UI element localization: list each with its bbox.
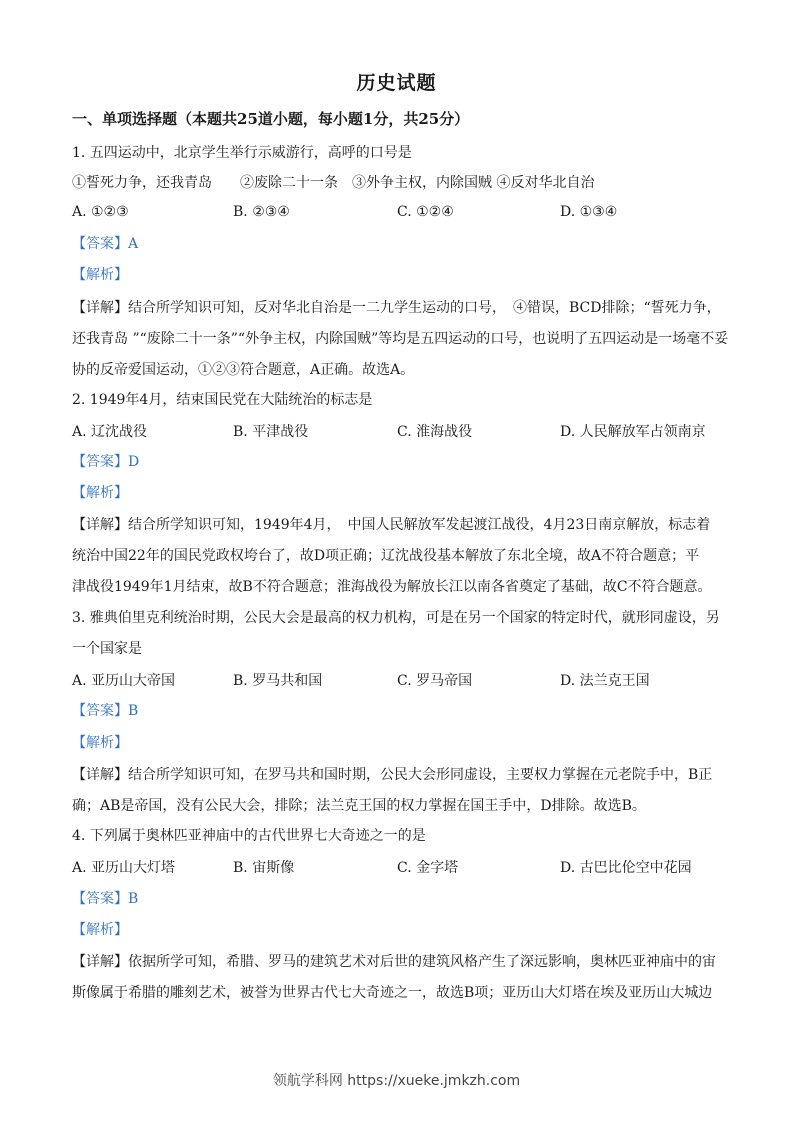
answer-text: 【答案】B (72, 703, 139, 719)
question-1-analysis: 【解析】 (72, 267, 128, 283)
question-3-stem-2: 一个国家是 (72, 641, 142, 657)
question-2-answer (72, 452, 722, 472)
option-c: C. ①②④ (397, 204, 454, 220)
question-3-stem-1: 3. 雅典伯里克利统治时期，公民大会是最高的权力机构，可是在另一个国家的特定时代，就形同虚设，另 (72, 610, 720, 626)
question-1-detail-2: 还我青岛 ”“废除二十一条”“外争主权，内除国贼”等均是五四运动的口号，也说明了五四运动是一场毫不妥 (72, 331, 729, 347)
question-1-items: ①誓死力争，还我青岛 ②废除二十一条 ③外争主权，内除国贼 ④反对华北自治 (72, 175, 595, 191)
question-1-options (72, 204, 722, 224)
question-2-stem: 2. 1949年4月，结束国民党在大陆统治的标志是 (72, 392, 373, 408)
question-4-detail-2: 斯像属于希腊的雕刻艺术，被誉为世界古代七大奇迹之一，故选B项；亚历山大灯塔在埃及亚历山大城边 (72, 985, 713, 1001)
question-1-detail-3: 协的反帝爱国运动，①②③符合题意，A正确。故选A。 (72, 362, 415, 378)
question-4-analysis: 【解析】 (72, 922, 128, 938)
option-b: B. 宙斯像 (233, 860, 295, 876)
option-d: D. ①③④ (560, 204, 618, 220)
question-1-detail-1: 【详解】结合所学知识可知，反对华北自治是一二九学生运动的口号， ④错误，BCD排除；“誓死力争， (72, 300, 721, 316)
question-3-answer (72, 701, 722, 721)
question-4-detail-1: 【详解】依据所学可知，希腊、罗马的建筑艺术对后世的建筑风格产生了深远影响，奥林匹亚神庙中的宙 (72, 954, 716, 970)
option-a: A. 亚历山大灯塔 (72, 860, 176, 876)
option-d: D. 人民解放军占领南京 (560, 424, 706, 440)
option-a: A. 亚历山大帝国 (72, 673, 176, 689)
option-c: C. 淮海战役 (397, 424, 473, 440)
question-2-analysis: 【解析】 (72, 485, 128, 501)
question-1-stem: 1. 五四运动中，北京学生举行示威游行，高呼的口号是 (72, 145, 412, 161)
option-a: A. 辽沈战役 (72, 424, 148, 440)
option-d: D. 古巴比伦空中花园 (560, 860, 692, 876)
answer-text: 【答案】A (72, 236, 139, 252)
question-1-answer (72, 234, 722, 254)
question-4-answer (72, 889, 722, 909)
question-2-options (72, 421, 722, 441)
option-b: B. ②③④ (233, 204, 290, 220)
option-a: A. ①②③ (72, 204, 129, 220)
question-4-stem: 4. 下列属于奥林匹亚神庙中的古代世界七大奇迹之一的是 (72, 828, 426, 844)
option-c: C. 罗马帝国 (397, 673, 473, 689)
option-d: D. 法兰克王国 (560, 673, 650, 689)
section-heading: 一、单项选择题（本题共25道小题，每小题1分，共25分） (72, 110, 470, 128)
question-3-detail-1: 【详解】结合所学知识可知，在罗马共和国时期，公民大会形同虚设，主要权力掌握在元老院手中，B正 (72, 767, 713, 783)
question-3-detail-2: 确；AB是帝国，没有公民大会，排除；法兰克王国的权力掌握在国王手中，D排除。故选B。 (72, 798, 646, 814)
question-2-detail-2: 统治中国22年的国民党政权垮台了，故D项正确；辽沈战役基本解放了东北全境，故A不符合题意；平 (72, 548, 700, 564)
option-b: B. 平津战役 (233, 424, 309, 440)
question-4-options (72, 857, 722, 877)
question-2-detail-3: 津战役1949年1月结束，故B不符合题意；淮海战役为解放长江以南各省奠定了基础，故C不符合题意。 (72, 579, 712, 595)
answer-text: 【答案】D (72, 454, 140, 470)
question-3-analysis: 【解析】 (72, 735, 128, 751)
option-c: C. 金字塔 (397, 860, 459, 876)
page-footer: 领航学科网 https://xueke.jmkzh.com (272, 1073, 521, 1089)
page-title: 历史试题 (356, 72, 437, 94)
option-b: B. 罗马共和国 (233, 673, 323, 689)
question-2-detail-1: 【详解】结合所学知识可知，1949年4月， 中国人民解放军发起渡江战役，4月23日南京解放，标志着 (72, 517, 711, 533)
answer-text: 【答案】B (72, 891, 139, 907)
question-3-options (72, 670, 722, 690)
